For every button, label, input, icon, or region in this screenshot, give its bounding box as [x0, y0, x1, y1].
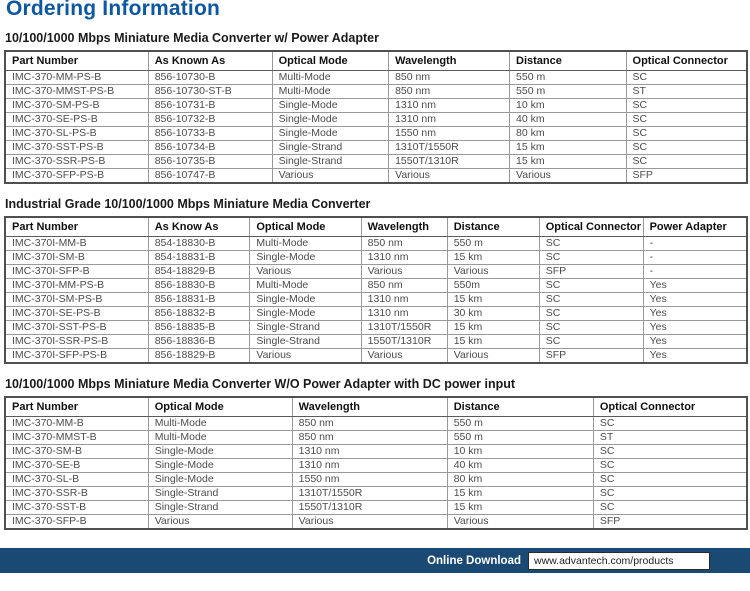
table-cell: 1550T/1310R	[389, 155, 510, 169]
table-cell: 15 km	[447, 487, 593, 501]
table-cell: 1310 nm	[361, 293, 447, 307]
table-cell: Multi-Mode	[250, 237, 361, 251]
table-cell: 856-18836-B	[148, 335, 250, 349]
table-cell: IMC-370I-MM-B	[5, 237, 148, 251]
table-cell: 856-18835-B	[148, 321, 250, 335]
table-cell: 80 km	[447, 473, 593, 487]
ordering-table-dc-power-input	[4, 396, 748, 530]
table-cell: SC	[539, 251, 643, 265]
table-cell: SC	[593, 459, 747, 473]
table-cell: 854-18831-B	[148, 251, 250, 265]
table-cell: 15 km	[447, 321, 539, 335]
table-cell: Single-Strand	[250, 335, 361, 349]
table-cell: 40 km	[447, 459, 593, 473]
section-power-adapter	[4, 31, 748, 184]
column-header: As Know As	[148, 217, 250, 237]
table-cell: 1550T/1310R	[292, 501, 447, 515]
column-header: As Known As	[148, 51, 272, 71]
table-cell: IMC-370-SL-PS-B	[5, 127, 148, 141]
table-cell: Various	[510, 169, 626, 184]
table-cell: SC	[593, 501, 747, 515]
table-cell: IMC-370I-SE-PS-B	[5, 307, 148, 321]
table-cell: SC	[626, 71, 747, 85]
table-cell: SFP	[539, 265, 643, 279]
column-header: Optical Connector	[593, 397, 747, 417]
table-cell: Single-Mode	[148, 445, 292, 459]
table-cell: IMC-370-SFP-PS-B	[5, 169, 148, 184]
table-row	[5, 417, 747, 431]
table-header-row	[5, 217, 747, 237]
table-heading-industrial-grade: Industrial Grade 10/100/1000 Mbps Miniature Media Converter	[5, 197, 371, 211]
table-cell: -	[643, 237, 747, 251]
column-header: Wavelength	[361, 217, 447, 237]
table-cell: IMC-370I-SM-PS-B	[5, 293, 148, 307]
download-url[interactable]: www.advantech.com/products	[534, 554, 674, 567]
table-cell: Single-Mode	[272, 127, 388, 141]
table-cell: 856-10734-B	[148, 141, 272, 155]
table-cell: IMC-370I-SFP-B	[5, 265, 148, 279]
table-cell: IMC-370-MMST-PS-B	[5, 85, 148, 99]
table-cell: IMC-370I-MM-PS-B	[5, 279, 148, 293]
table-cell: Single-Mode	[148, 473, 292, 487]
table-cell: 856-10730-ST-B	[148, 85, 272, 99]
table-cell: ST	[626, 85, 747, 99]
table-cell: IMC-370-MM-B	[5, 417, 148, 431]
table-row	[5, 431, 747, 445]
table-cell: 856-10733-B	[148, 127, 272, 141]
table-cell: 850 nm	[361, 237, 447, 251]
table-cell: 550m	[447, 279, 539, 293]
table-cell: 856-18829-B	[148, 349, 250, 364]
table-cell: 15 km	[447, 335, 539, 349]
table-cell: -	[643, 265, 747, 279]
section-dc-power-input	[4, 377, 748, 530]
table-cell: 1310T/1550R	[361, 321, 447, 335]
table-cell: IMC-370-SSR-B	[5, 487, 148, 501]
column-header: Power Adapter	[643, 217, 747, 237]
table-row	[5, 169, 747, 184]
table-row	[5, 473, 747, 487]
table-cell: 1310 nm	[361, 251, 447, 265]
table-cell: Yes	[643, 293, 747, 307]
table-cell: Multi-Mode	[148, 417, 292, 431]
table-cell: 1310 nm	[361, 307, 447, 321]
column-header: Optical Mode	[148, 397, 292, 417]
online-download-label: Online Download	[427, 554, 521, 567]
table-row	[5, 445, 747, 459]
table-cell: Single-Mode	[272, 113, 388, 127]
table-cell: 1310 nm	[389, 113, 510, 127]
table-cell: SC	[626, 141, 747, 155]
table-cell: 850 nm	[292, 417, 447, 431]
table-cell: 40 km	[510, 113, 626, 127]
table-row	[5, 307, 747, 321]
table-cell: SFP	[626, 169, 747, 184]
table-cell: 15 km	[447, 293, 539, 307]
table-row	[5, 487, 747, 501]
table-row	[5, 99, 747, 113]
table-cell: 15 km	[447, 501, 593, 515]
table-cell: Single-Strand	[148, 501, 292, 515]
table-cell: Single-Strand	[272, 155, 388, 169]
table-cell: IMC-370I-SFP-PS-B	[5, 349, 148, 364]
table-row	[5, 237, 747, 251]
download-url-box	[528, 552, 710, 570]
table-cell: SC	[593, 445, 747, 459]
column-header: Distance	[447, 397, 593, 417]
table-cell: Single-Strand	[250, 321, 361, 335]
table-cell: 856-10747-B	[148, 169, 272, 184]
table-row	[5, 335, 747, 349]
table-cell: Yes	[643, 279, 747, 293]
column-header: Optical Mode	[272, 51, 388, 71]
table-cell: IMC-370-SM-B	[5, 445, 148, 459]
table-cell: 856-18832-B	[148, 307, 250, 321]
table-cell: IMC-370-SM-PS-B	[5, 99, 148, 113]
table-cell: 856-18830-B	[148, 279, 250, 293]
table-cell: 1310 nm	[292, 445, 447, 459]
table-cell: 856-10730-B	[148, 71, 272, 85]
table-cell: 15 km	[510, 141, 626, 155]
table-cell: IMC-370-SSR-PS-B	[5, 155, 148, 169]
table-cell: 80 km	[510, 127, 626, 141]
table-cell: 850 nm	[292, 431, 447, 445]
table-cell: Various	[447, 265, 539, 279]
table-cell: -	[643, 251, 747, 265]
table-cell: IMC-370-SFP-B	[5, 515, 148, 530]
table-cell: Yes	[643, 307, 747, 321]
column-header: Wavelength	[389, 51, 510, 71]
table-heading-dc-power-input: 10/100/1000 Mbps Miniature Media Converter W/O Power Adapter with DC power input	[5, 377, 516, 391]
table-heading-power-adapter: 10/100/1000 Mbps Miniature Media Converter w/ Power Adapter	[5, 31, 379, 45]
section-industrial-grade	[4, 197, 748, 364]
table-cell: 15 km	[510, 155, 626, 169]
table-cell: 550 m	[447, 237, 539, 251]
table-header-row	[5, 51, 747, 71]
table-cell: ST	[593, 431, 747, 445]
table-cell: IMC-370-SE-B	[5, 459, 148, 473]
table-cell: SC	[593, 473, 747, 487]
table-cell: IMC-370I-SSR-PS-B	[5, 335, 148, 349]
column-header: Part Number	[5, 217, 148, 237]
footer-bar	[0, 548, 750, 573]
table-cell: Single-Mode	[250, 307, 361, 321]
table-cell: Various	[148, 515, 292, 530]
table-cell: SFP	[593, 515, 747, 530]
table-cell: Multi-Mode	[148, 431, 292, 445]
table-cell: Single-Strand	[148, 487, 292, 501]
table-cell: 856-10732-B	[148, 113, 272, 127]
table-cell: 1550T/1310R	[361, 335, 447, 349]
table-row	[5, 279, 747, 293]
table-cell: 30 km	[447, 307, 539, 321]
column-header: Part Number	[5, 397, 148, 417]
column-header: Distance	[447, 217, 539, 237]
table-cell: SC	[593, 417, 747, 431]
table-cell: Various	[361, 349, 447, 364]
table-cell: 1310 nm	[292, 459, 447, 473]
table-cell: IMC-370-SL-B	[5, 473, 148, 487]
table-cell: Various	[250, 349, 361, 364]
table-cell: IMC-370I-SST-PS-B	[5, 321, 148, 335]
table-row	[5, 321, 747, 335]
table-cell: SC	[626, 155, 747, 169]
table-cell: Multi-Mode	[250, 279, 361, 293]
table-row	[5, 501, 747, 515]
column-header: Optical Mode	[250, 217, 361, 237]
table-cell: Various	[250, 265, 361, 279]
table-cell: SC	[593, 487, 747, 501]
table-cell: IMC-370I-SM-B	[5, 251, 148, 265]
table-cell: Multi-Mode	[272, 85, 388, 99]
table-row	[5, 85, 747, 99]
ordering-table-industrial-grade	[4, 216, 748, 364]
table-row	[5, 515, 747, 530]
table-cell: Various	[389, 169, 510, 184]
table-cell: Various	[447, 515, 593, 530]
ordering-table-power-adapter	[4, 50, 748, 184]
table-cell: Yes	[643, 349, 747, 364]
table-cell: SC	[539, 307, 643, 321]
table-cell: SC	[626, 113, 747, 127]
table-cell: 10 km	[447, 445, 593, 459]
table-cell: SC	[626, 127, 747, 141]
table-row	[5, 349, 747, 364]
table-cell: 854-18829-B	[148, 265, 250, 279]
column-header: Optical Connector	[626, 51, 747, 71]
table-cell: 1310T/1550R	[389, 141, 510, 155]
table-row	[5, 71, 747, 85]
table-header-row	[5, 397, 747, 417]
column-header: Wavelength	[292, 397, 447, 417]
table-cell: IMC-370-MM-PS-B	[5, 71, 148, 85]
table-cell: SC	[539, 321, 643, 335]
table-cell: IMC-370-SST-B	[5, 501, 148, 515]
table-cell: Yes	[643, 335, 747, 349]
table-cell: IMC-370-MMST-B	[5, 431, 148, 445]
table-cell: 15 km	[447, 251, 539, 265]
table-cell: 1310 nm	[389, 99, 510, 113]
column-header: Part Number	[5, 51, 148, 71]
table-cell: SC	[539, 335, 643, 349]
table-cell: 550 m	[510, 85, 626, 99]
table-cell: 856-10735-B	[148, 155, 272, 169]
column-header: Distance	[510, 51, 626, 71]
table-cell: 856-18831-B	[148, 293, 250, 307]
table-cell: IMC-370-SST-PS-B	[5, 141, 148, 155]
table-cell: 1550 nm	[292, 473, 447, 487]
table-row	[5, 141, 747, 155]
table-row	[5, 293, 747, 307]
table-cell: 550 m	[447, 431, 593, 445]
table-cell: SFP	[539, 349, 643, 364]
table-cell: Various	[361, 265, 447, 279]
table-row	[5, 459, 747, 473]
table-cell: 850 nm	[389, 85, 510, 99]
table-cell: Various	[272, 169, 388, 184]
table-cell: Yes	[643, 321, 747, 335]
column-header: Optical Connector	[539, 217, 643, 237]
table-cell: 856-10731-B	[148, 99, 272, 113]
table-cell: Single-Mode	[250, 251, 361, 265]
table-cell: 10 km	[510, 99, 626, 113]
table-cell: Single-Mode	[272, 99, 388, 113]
table-cell: Multi-Mode	[272, 71, 388, 85]
table-cell: 550 m	[447, 417, 593, 431]
table-cell: SC	[539, 279, 643, 293]
table-row	[5, 113, 747, 127]
table-row	[5, 127, 747, 141]
table-row	[5, 155, 747, 169]
table-cell: 854-18830-B	[148, 237, 250, 251]
table-cell: Single-Mode	[148, 459, 292, 473]
table-cell: SC	[626, 99, 747, 113]
table-cell: Single-Strand	[272, 141, 388, 155]
table-cell: Various	[292, 515, 447, 530]
table-cell: Single-Mode	[250, 293, 361, 307]
table-cell: 850 nm	[389, 71, 510, 85]
table-row	[5, 265, 747, 279]
table-cell: IMC-370-SE-PS-B	[5, 113, 148, 127]
table-cell: 1550 nm	[389, 127, 510, 141]
table-cell: 550 m	[510, 71, 626, 85]
table-row	[5, 251, 747, 265]
page-title: Ordering Information	[6, 0, 220, 20]
table-cell: SC	[539, 237, 643, 251]
table-cell: 850 nm	[361, 279, 447, 293]
table-cell: 1310T/1550R	[292, 487, 447, 501]
table-cell: Various	[447, 349, 539, 364]
table-cell: SC	[539, 293, 643, 307]
